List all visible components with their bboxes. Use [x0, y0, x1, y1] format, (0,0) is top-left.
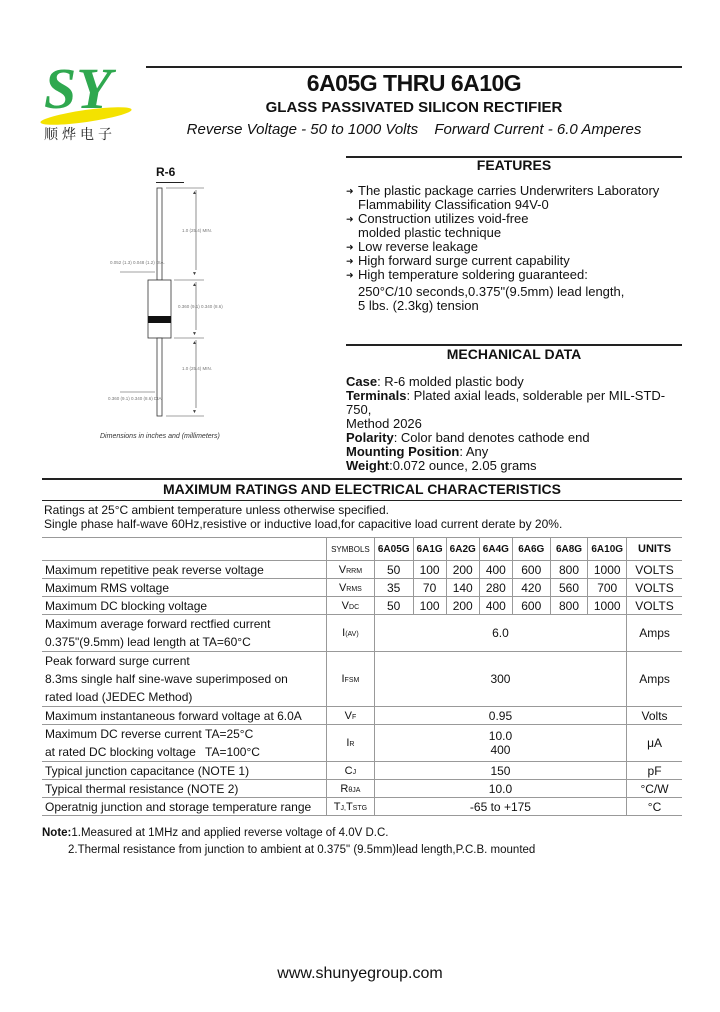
dim-body-dia: 0.360 (9.1) 0.340 (8.6) DIA. [108, 396, 163, 401]
value-cell: 50 [374, 561, 413, 579]
notes [42, 825, 535, 859]
forward-current-text: Forward Current - 6.0 Amperes [434, 121, 642, 138]
value-cell: 600 [512, 597, 550, 615]
param-cell: Maximum DC reverse current TA=25°C at rated DC blocking voltage TA=100°C [42, 725, 326, 762]
part-header: 6A1G [413, 538, 446, 561]
table-row [42, 725, 682, 762]
ratings-rule [42, 478, 682, 480]
table-header-row [42, 538, 682, 561]
symbol-cell: RθJA [326, 780, 374, 798]
package-outline-drawing [100, 180, 240, 420]
unit-cell: VOLTS [627, 561, 682, 579]
symbol-cell: VRRM [326, 561, 374, 579]
mech-mounting: Mounting Position: Any [346, 444, 489, 459]
feature-item: ➜ The plastic package carries Underwriters Laboratory Flammability Classification 94V-0 [346, 183, 660, 212]
bullet-arrow-icon: ➜ [346, 256, 354, 266]
page-title: 6A05G THRU 6A10G [306, 70, 522, 96]
value-cell: 400 [479, 561, 512, 579]
symbol-cell: I(AV) [326, 615, 374, 652]
unit-cell: °C [627, 798, 682, 816]
value-cell: 150 [374, 762, 626, 780]
condition-line: Ratings at 25°C ambient temperature unless otherwise specified. [44, 503, 389, 517]
ratings-table [42, 537, 682, 816]
table-row [42, 615, 682, 652]
value-cell: 140 [446, 579, 479, 597]
svg-text:▼: ▼ [192, 331, 197, 337]
dim-lead-length-top: 1.0 (25.4) MIN. [182, 228, 213, 233]
symbol-cell: IR [326, 725, 374, 762]
value-cell: 70 [413, 579, 446, 597]
mech-weight: Weight:0.072 ounce, 2.05 grams [346, 458, 537, 473]
value-cell: 400 [479, 597, 512, 615]
value-cell: 35 [374, 579, 413, 597]
svg-text:▼: ▼ [192, 409, 197, 415]
unit-cell: Amps [627, 652, 682, 707]
feature-item: ➜ Construction utilizes void-free molded plastic technique [346, 211, 529, 240]
units-header: UNITS [627, 538, 682, 561]
condition-line: Single phase half-wave 60Hz,resistive or inductive load,for capacitive load current derate by 20%. [44, 517, 563, 531]
symbol-cell: IFSM [326, 652, 374, 707]
value-cell: 0.95 [374, 707, 626, 725]
svg-text:SY: SY [44, 56, 112, 121]
value-cell: -65 to +175 [374, 798, 626, 816]
package-label: R-6 [156, 165, 176, 179]
value-cell: 10.0 400 [374, 725, 626, 762]
value-cell: 200 [446, 597, 479, 615]
mech-terminals-cont: Method 2026 [346, 416, 422, 431]
value-cell: 560 [550, 579, 588, 597]
value-cell: 10.0 [374, 780, 626, 798]
feature-solder-detail: 250°C/10 seconds,0.375"(9.5mm) lead length, 5 lbs. (2.3kg) tension [358, 284, 625, 313]
ratings-rule-bottom [42, 500, 682, 501]
reverse-voltage-text: Reverse Voltage - 50 to 1000 Volts [186, 121, 419, 138]
part-header: 6A10G [588, 538, 627, 561]
part-header: 6A05G [374, 538, 413, 561]
page-subtitle: GLASS PASSIVATED SILICON RECTIFIER [265, 99, 563, 116]
value-cell: 800 [550, 561, 588, 579]
svg-text:▼: ▼ [192, 271, 197, 277]
features-title: FEATURES [476, 157, 552, 173]
dim-lead-length-bottom: 1.0 (25.4) MIN. [182, 366, 213, 371]
header-rule [146, 66, 682, 68]
bullet-arrow-icon: ➜ [346, 270, 354, 280]
part-header: 6A6G [512, 538, 550, 561]
param-header [42, 538, 326, 561]
mech-terminals: Terminals: Plated axial leads, solderable per MIL-STD-750, [346, 388, 666, 417]
unit-cell: VOLTS [627, 597, 682, 615]
value-cell: 800 [550, 597, 588, 615]
unit-cell: μA [627, 725, 682, 762]
feature-item: ➜ Low reverse leakage [346, 239, 478, 254]
svg-text:▲: ▲ [192, 340, 197, 346]
table-row [42, 579, 682, 597]
value-cell: 700 [588, 579, 627, 597]
table-row [42, 561, 682, 579]
unit-cell: Amps [627, 615, 682, 652]
param-cell: Typical thermal resistance (NOTE 2) [42, 780, 326, 798]
part-header: 6A8G [550, 538, 588, 561]
website-link[interactable]: www.shunyegroup.com [277, 965, 443, 982]
unit-cell: °C/W [627, 780, 682, 798]
svg-text:▲: ▲ [192, 282, 197, 288]
value-cell: 420 [512, 579, 550, 597]
company-name-chinese: 顺烨电子 [44, 127, 116, 143]
value-cell: 6.0 [374, 615, 626, 652]
dimension-note: Dimensions in inches and (millimeters) [100, 433, 220, 440]
part-header: 6A2G [446, 538, 479, 561]
param-cell: Maximum average forward rectfied current 0.375"(9.5mm) lead length at TA=60°C [42, 615, 326, 652]
note-1: Note:1.Measured at 1MHz and applied reverse voltage of 4.0V D.C. [42, 827, 389, 839]
table-row [42, 597, 682, 615]
feature-item: ➜ High temperature soldering guaranteed: [346, 267, 588, 282]
value-cell: 300 [374, 652, 626, 707]
symbol-cell: CJ [326, 762, 374, 780]
unit-cell: VOLTS [627, 579, 682, 597]
bullet-arrow-icon: ➜ [346, 214, 354, 224]
value-cell: 1000 [588, 561, 627, 579]
symbols-header: SYMBOLS [326, 538, 374, 561]
unit-cell: pF [627, 762, 682, 780]
table-row [42, 780, 682, 798]
value-cell: 100 [413, 561, 446, 579]
param-cell: Typical junction capacitance (NOTE 1) [42, 762, 326, 780]
ratings-summary [146, 121, 682, 138]
value-cell: 50 [374, 597, 413, 615]
symbol-cell: VRMS [326, 579, 374, 597]
param-cell: Maximum instantaneous forward voltage at 6.0A [42, 707, 326, 725]
bullet-arrow-icon: ➜ [346, 186, 354, 196]
param-cell: Maximum RMS voltage [42, 579, 326, 597]
unit-cell: Volts [627, 707, 682, 725]
table-row [42, 707, 682, 725]
ratings-title: MAXIMUM RATINGS AND ELECTRICAL CHARACTERISTICS [163, 481, 561, 497]
value-cell: 280 [479, 579, 512, 597]
param-cell: Peak forward surge current 8.3ms single half sine-wave superimposed on rated load (JEDEC Method) [42, 652, 326, 707]
bullet-arrow-icon: ➜ [346, 242, 354, 252]
dim-lead-dia: 0.052 (1.3) 0.048 (1.2) DIA. [110, 260, 165, 265]
table-row [42, 762, 682, 780]
features-list [346, 184, 686, 313]
table-row [42, 652, 682, 707]
dim-body-length: 0.360 (9.1) 0.340 (8.6) [178, 304, 223, 309]
table-row [42, 798, 682, 816]
mech-polarity: Polarity: Color band denotes cathode end [346, 430, 590, 445]
value-cell: 1000 [588, 597, 627, 615]
svg-text:▲: ▲ [192, 190, 197, 196]
symbol-cell: TJ,TSTG [326, 798, 374, 816]
part-header: 6A4G [479, 538, 512, 561]
note-2: 2.Thermal resistance from junction to ambient at 0.375" (9.5mm)lead length,P.C.B. mounted [68, 844, 536, 856]
param-cell: Operatnig junction and storage temperature range [42, 798, 326, 816]
symbol-cell: VDC [326, 597, 374, 615]
mechanical-title: MECHANICAL DATA [446, 346, 582, 362]
param-cell: Maximum DC blocking voltage [42, 597, 326, 615]
mech-case: Case: R-6 molded plastic body [346, 374, 524, 389]
param-cell: Maximum repetitive peak reverse voltage [42, 561, 326, 579]
value-cell: 200 [446, 561, 479, 579]
value-cell: 100 [413, 597, 446, 615]
value-cell: 600 [512, 561, 550, 579]
feature-item: ➜ High forward surge current capability [346, 253, 570, 268]
mechanical-list [346, 375, 686, 473]
symbol-cell: VF [326, 707, 374, 725]
ratings-conditions [44, 503, 562, 531]
